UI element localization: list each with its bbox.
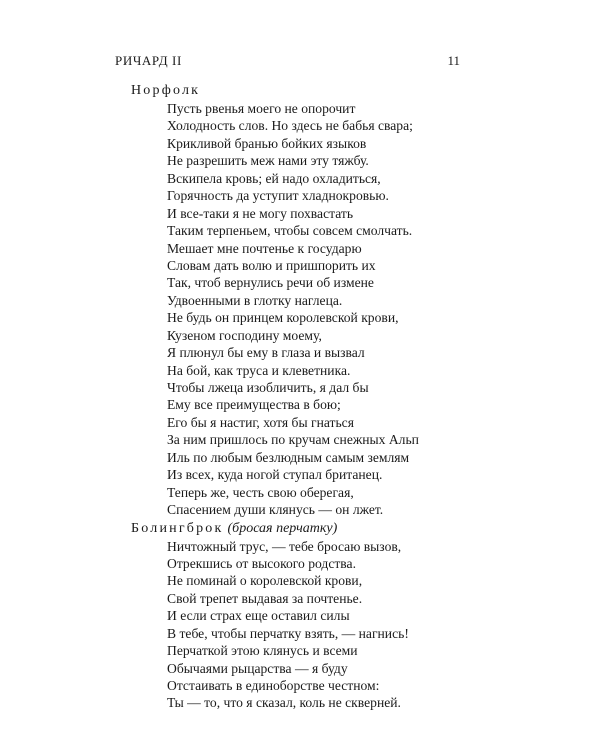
play-text xyxy=(115,81,460,712)
verse-line: Чтобы лжеца изобличить, я дал бы xyxy=(167,380,369,395)
verse-line: Не поминай о королевской крови, xyxy=(167,573,363,589)
running-title: РИЧАРД II xyxy=(115,53,182,68)
verse-line: Ничтожный трус, — тебе бросаю вызов, xyxy=(167,538,402,554)
speech-bolingbroke xyxy=(115,538,460,712)
verse-line: Крикливой бранью бойких языков xyxy=(167,135,367,151)
verse-line: Из всех, куда ногой ступал британец. xyxy=(167,467,383,483)
speech-norfolk xyxy=(115,100,460,519)
verse-line: Удвоенными в глотку наглеца. xyxy=(167,292,343,308)
verse-line: Я плюнул бы ему в глаза и вызвал xyxy=(167,345,365,361)
verse-line: Перчаткой этою клянусь и всеми xyxy=(167,643,358,659)
verse-line: Горячность да уступит хладнокровью. xyxy=(167,188,389,204)
verse-line: Не разрешить меж нами эту тяжбу. xyxy=(167,153,369,169)
verse-line: Холодность слов. Но здесь не бабья свара; xyxy=(167,118,413,134)
stage-direction: (бросая перчатку) xyxy=(227,520,338,536)
verse-line: Ты — то, что я сказал, коль не скверней. xyxy=(167,695,401,711)
verse-line: Обычаями рыцарства — я буду xyxy=(167,660,348,676)
verse-line: Отстаивать в единоборстве честном: xyxy=(167,678,380,693)
speaker-name-norfolk xyxy=(115,81,460,100)
verse-line: На бой, как труса и клеветника. xyxy=(167,362,351,378)
verse-line: Словам дать волю и пришпорить их xyxy=(167,257,376,273)
speaker-label: Болингброк xyxy=(131,520,224,536)
speaker-label: Норфолк xyxy=(131,83,201,98)
verse-line: Не будь он принцем королевской крови, xyxy=(167,310,399,326)
verse-line: Кузеном господину моему, xyxy=(167,327,322,343)
verse-line: Таким терпеньем, чтобы совсем смолчать. xyxy=(167,223,413,239)
verse-line: И все-таки я не могу похвастать xyxy=(167,205,354,221)
page-number: 11 xyxy=(447,53,460,68)
verse-line: Отрекшись от высокого родства. xyxy=(167,555,356,571)
verse-line: За ним пришлось по кручам снежных Альп xyxy=(167,432,419,448)
verse-line: Его бы я настиг, хотя бы гнаться xyxy=(167,414,354,430)
verse-line: Ему все преимущества в бою; xyxy=(167,397,341,413)
verse-line: Мешает мне почтенье к государю xyxy=(167,240,362,256)
verse-line: И если страх еще оставил силы xyxy=(167,608,350,624)
verse-line: Пусть рвенья моего не опорочит xyxy=(167,101,356,116)
verse-line: Теперь же, честь свою оберегая, xyxy=(167,484,354,500)
verse-line: Спасением души клянусь — он лжет. xyxy=(167,502,384,518)
speaker-name-bolingbroke xyxy=(115,519,460,538)
page-header xyxy=(115,53,460,73)
verse-line: Иль по любым безлюдным самым землям xyxy=(167,449,410,465)
verse-line: Вскипела кровь; ей надо охладиться, xyxy=(167,170,381,186)
verse-line: Так, чтоб вернулись речи об измене xyxy=(167,275,374,291)
verse-line: Свой трепет выдавая за почтенье. xyxy=(167,590,363,606)
verse-line: В тебе, чтобы перчатку взять, — нагнись! xyxy=(167,625,409,641)
